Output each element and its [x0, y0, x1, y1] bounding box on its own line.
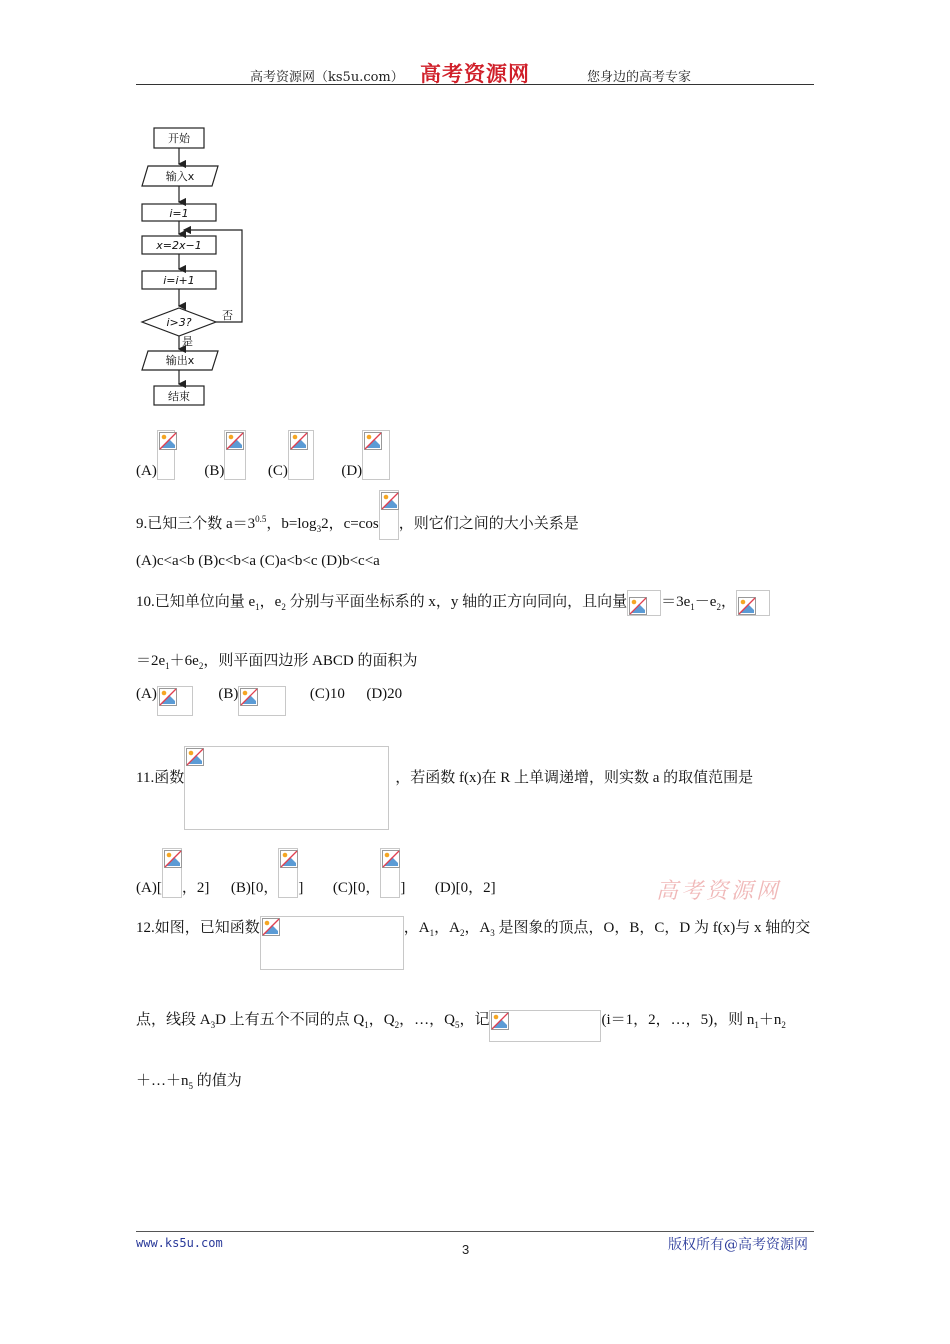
flow-condition-text: i>3?: [166, 316, 192, 329]
q11-option-c-image: [380, 848, 400, 898]
q11-option-c-close: ]: [400, 880, 406, 896]
image-placeholder-icon: [629, 597, 647, 615]
q8-option-b-image: [224, 430, 246, 480]
q8-option-a-label: (A): [136, 463, 157, 479]
q12-stem-line2: 点，线段 $A_3D$ 上有五个不同的点 $Q_1$，$Q_2$，…，$Q_5$，记 (i＝1，2，…，5)，则 $n_1+n_2$: [136, 1008, 786, 1042]
q8-option-d-image: [362, 430, 390, 480]
q10-option-b-image: [238, 686, 286, 716]
q8-options: [136, 430, 390, 480]
q11-option-b-image: [278, 848, 298, 898]
q11-option-a-image: [162, 848, 182, 898]
image-placeholder-icon: [381, 492, 399, 510]
q8-option-d-label: (D): [341, 463, 363, 479]
q11-option-c-open: (C)[0，: [332, 880, 381, 896]
footer-website-link[interactable]: www.ks5u.com: [136, 1236, 223, 1250]
q11-option-a-open: (A)[: [136, 880, 162, 896]
q9-cos-argument-image: [379, 490, 399, 540]
q10-option-d: (D)20: [366, 686, 403, 702]
image-placeholder-icon: [382, 850, 400, 868]
q11-option-b-close: ]: [298, 880, 304, 896]
image-placeholder-icon: [738, 597, 756, 615]
flow-init-text: i=1: [169, 207, 189, 220]
footer-divider: [136, 1231, 814, 1232]
q11-option-d: (D)[0，2]: [434, 880, 496, 896]
q9-stem: 9.已知三个数 $a=3^{0.5}$，$b=\log_32$，c=cos ，则它们之间的大小关系是: [136, 490, 579, 540]
q8-option-b-label: (B): [204, 463, 225, 479]
flow-output-text: 输出x: [165, 354, 195, 367]
q8-option-c-label: (C): [267, 463, 288, 479]
flow-end-text: 结束: [168, 390, 190, 403]
flow-no-label: 否: [222, 309, 233, 322]
q11-option-b-open: (B)[0，: [230, 880, 279, 896]
q11-options: [136, 848, 496, 898]
q11-stem: 11.函数 ，若函数 f(x)在 R 上单调递增，则实数 a 的取值范围是: [136, 746, 753, 830]
q10-option-b-label: (B): [218, 686, 239, 702]
q10-option-a-label: (A): [136, 686, 157, 702]
q8-option-c-image: [288, 430, 314, 480]
flow-assign-text: x=2x−1: [156, 239, 202, 252]
q11-option-a-close: ，2]: [181, 880, 210, 896]
image-placeholder-icon: [240, 688, 258, 706]
q9-options: (A)c<a<b (B)c<b<a (C)a<b<c (D)b<c<a: [136, 553, 380, 569]
footer-copyright: 版权所有@高考资源网: [668, 1237, 808, 1253]
q10-vector-bd-image: [736, 590, 770, 616]
q10-option-a-image: [157, 686, 193, 716]
flow-increment-text: i=i+1: [163, 274, 195, 287]
header-logo: 高考资源网: [420, 61, 530, 86]
flow-input-text: 输入x: [165, 170, 195, 183]
image-placeholder-icon: [159, 688, 177, 706]
q10-stem-line2: $=2e_1+6e_2$，则平面四边形 ABCD 的面积为: [136, 653, 418, 671]
header-slogan: 您身边的高考专家: [587, 70, 692, 85]
q11-piecewise-function-image: [184, 746, 389, 830]
q12-stem-line1: 12.如图，已知函数 ，$A_1$，$A_2$，$A_3$ 是图象的顶点，O，B，C，D 为 f(x)与 x 轴的交: [136, 916, 810, 970]
watermark: 高考资源网: [656, 879, 782, 904]
page-number: 3: [462, 1242, 470, 1257]
header-site-name: 高考资源网（ks5u.com）: [250, 70, 404, 85]
header-divider: [136, 84, 814, 85]
q10-option-c: (C)10: [309, 686, 345, 702]
image-placeholder-icon: [186, 748, 204, 766]
image-placeholder-icon: [226, 432, 244, 450]
q10-options: [136, 686, 402, 716]
q12-function-image: [260, 916, 404, 970]
flow-start-text: 开始: [168, 132, 190, 145]
q10-stem-line1: 10.已知单位向量 $e_1$，$e_2$ 分别与平面坐标系的 x，y 轴的正方向同向，且向量 $=3e_1-e_2$，: [136, 590, 770, 616]
image-placeholder-icon: [491, 1012, 509, 1030]
q12-definition-image: [489, 1010, 601, 1042]
image-placeholder-icon: [164, 850, 182, 868]
image-placeholder-icon: [290, 432, 308, 450]
q12-stem-line3: $+\dots+n_5$ 的值为: [136, 1073, 242, 1091]
q8-option-a-image: [157, 430, 175, 480]
image-placeholder-icon: [262, 918, 280, 936]
flow-yes-label: 是: [182, 335, 193, 348]
image-placeholder-icon: [280, 850, 298, 868]
image-placeholder-icon: [159, 432, 177, 450]
flowchart: [136, 126, 256, 408]
q10-vector-ac-image: [627, 590, 661, 616]
image-placeholder-icon: [364, 432, 382, 450]
